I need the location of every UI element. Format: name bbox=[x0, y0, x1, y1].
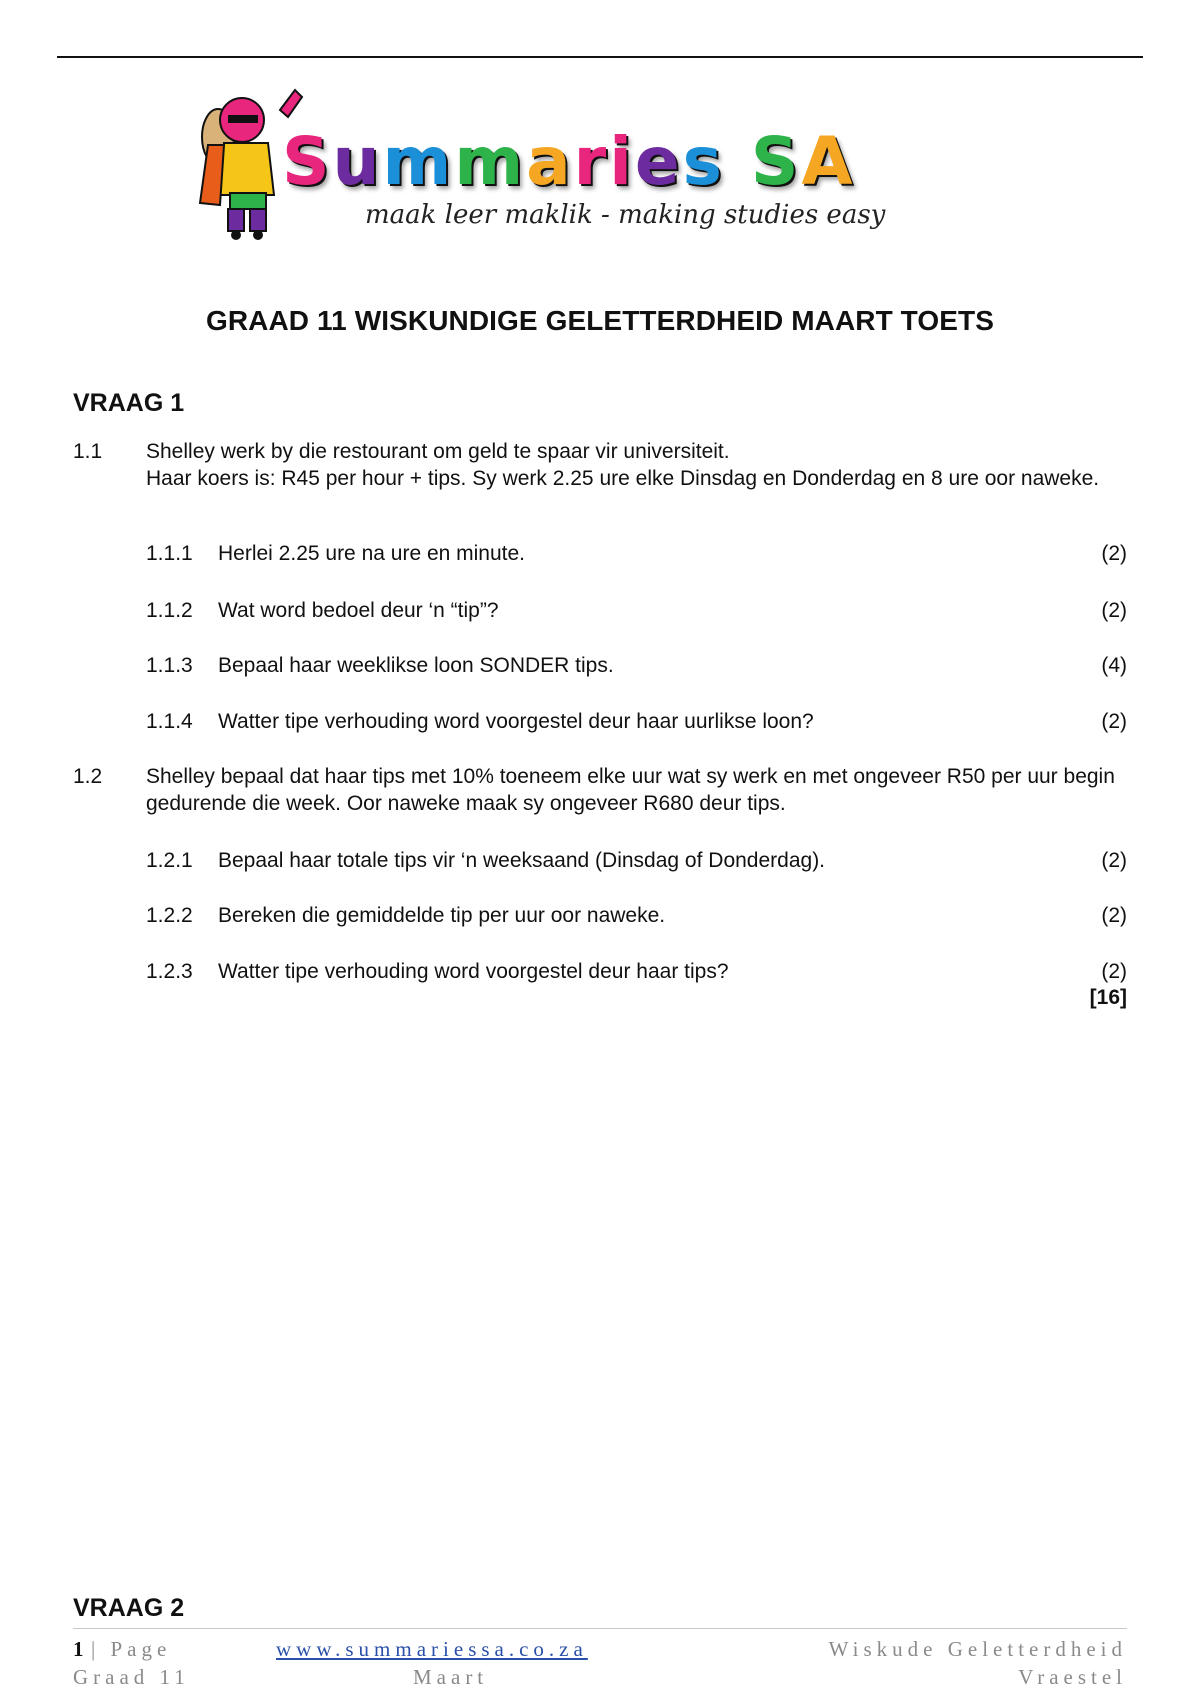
logo-letter: m bbox=[454, 123, 527, 200]
question-number: 1.1 bbox=[73, 440, 103, 463]
question-text: Shelley bepaal dat haar tips met 10% toeneem elke uur wat sy werk en met ongeveer R50 per uur begin gedurende die week. Oor naweke maak sy ongeveer R680 deur tips. bbox=[146, 765, 1115, 815]
question-1-total: [16] bbox=[1089, 986, 1127, 1009]
logo-letter bbox=[725, 123, 751, 200]
subquestion-text: Bepaal haar totale tips vir ‘n weeksaand (Dinsdag of Donderdag). bbox=[218, 849, 826, 872]
question-1-1 bbox=[73, 438, 1133, 492]
question-line: Haar koers is: R45 per hour + tips. Sy werk 2.25 ure elke Dinsdag en Donderdag en 8 ure oor naweke. bbox=[146, 467, 1100, 490]
marks: (4) bbox=[1101, 654, 1127, 677]
marks: (2) bbox=[1101, 849, 1127, 872]
logo-tagline: maak leer maklik - making studies easy bbox=[365, 200, 886, 230]
subquestion-text: Watter tipe verhouding word voorgestel deur haar uurlikse loon? bbox=[218, 710, 814, 733]
subquestion-1-2-3 bbox=[146, 958, 1127, 985]
marks: (2) bbox=[1101, 960, 1127, 983]
marks: (2) bbox=[1101, 710, 1127, 733]
subquestion-text: Herlei 2.25 ure na ure en minute. bbox=[218, 542, 526, 565]
question-line: Shelley werk by die restourant om geld te spaar vir universiteit. bbox=[146, 440, 730, 463]
page-number: 1 bbox=[73, 1637, 84, 1661]
question-2-heading: VRAAG 2 bbox=[73, 1594, 185, 1622]
logo-letter: S bbox=[282, 123, 333, 200]
marks: (2) bbox=[1101, 542, 1127, 565]
subquestion-1-1-3 bbox=[146, 652, 1127, 679]
footer-subject: Wiskude Geletterdheid bbox=[828, 1637, 1127, 1661]
question-text bbox=[146, 438, 1133, 492]
summaries-sa-logo bbox=[190, 85, 1020, 250]
logo-letter: r bbox=[573, 123, 610, 200]
logo-letter: A bbox=[801, 123, 856, 200]
subquestion-1-1-2 bbox=[146, 597, 1127, 624]
question-1-2 bbox=[73, 763, 1133, 817]
footer-grade: Graad 11 bbox=[73, 1665, 190, 1689]
top-rule bbox=[57, 56, 1143, 58]
subquestion-1-1-1 bbox=[146, 540, 1127, 567]
subquestion-text: Bereken die gemiddelde tip per uur oor naweke. bbox=[218, 904, 666, 927]
logo-letter: a bbox=[526, 123, 574, 200]
subquestion-number: 1.1.2 bbox=[146, 599, 193, 622]
subquestion-text: Wat word bedoel deur ‘n “tip”? bbox=[218, 599, 499, 622]
subquestion-number: 1.2.2 bbox=[146, 904, 193, 927]
website-link[interactable]: www.summariessa.co.za bbox=[276, 1637, 588, 1661]
logo-brand-text bbox=[282, 123, 856, 200]
footer-month: Maart bbox=[413, 1665, 489, 1689]
page-footer bbox=[73, 1628, 1127, 1692]
subquestion-number: 1.2.1 bbox=[146, 849, 193, 872]
subquestion-number: 1.1.4 bbox=[146, 710, 193, 733]
subquestion-1-2-1 bbox=[146, 847, 1127, 874]
marks: (2) bbox=[1101, 904, 1127, 927]
logo-letter: u bbox=[332, 123, 383, 200]
page-title: GRAAD 11 WISKUNDIGE GELETTERDHEID MAART TOETS bbox=[205, 305, 995, 336]
subquestion-number: 1.2.3 bbox=[146, 960, 193, 983]
footer-paper: Vraestel bbox=[1018, 1665, 1127, 1689]
subquestion-number: 1.1.3 bbox=[146, 654, 193, 677]
subquestion-text: Watter tipe verhouding word voorgestel deur haar tips? bbox=[218, 960, 729, 983]
logo-letter: s bbox=[682, 123, 725, 200]
subquestion-1-1-4 bbox=[146, 708, 1127, 735]
logo-letter: e bbox=[634, 123, 683, 200]
question-number: 1.2 bbox=[73, 765, 103, 788]
logo-letter: i bbox=[609, 123, 635, 200]
subquestion-number: 1.1.1 bbox=[146, 542, 193, 565]
logo-letter: m bbox=[382, 123, 455, 200]
subquestion-1-2-2 bbox=[146, 902, 1127, 929]
logo-letter: S bbox=[750, 123, 802, 200]
marks: (2) bbox=[1101, 599, 1127, 622]
subquestion-text: Bepaal haar weeklikse loon SONDER tips. bbox=[218, 654, 614, 677]
question-1-heading: VRAAG 1 bbox=[73, 389, 185, 417]
page-label: | Page bbox=[91, 1637, 172, 1661]
